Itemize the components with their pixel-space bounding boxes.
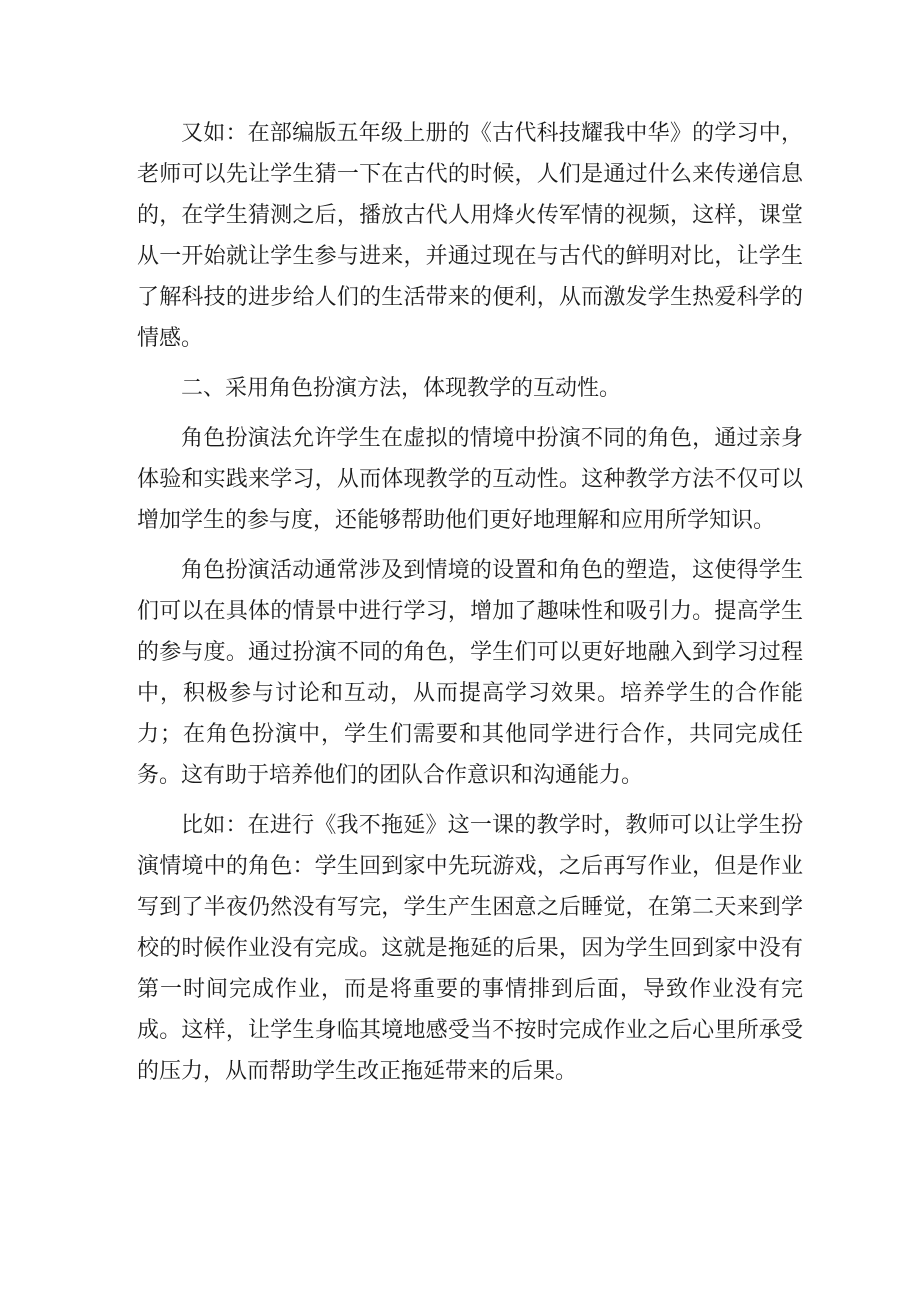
paragraph-role-play-definition: 角色扮演法允许学生在虚拟的情境中扮演不同的角色，通过亲身体验和实践来学习，从而体现教学的互动性。这种教学方法不仅可以增加学生的参与度，还能够帮助他们更好地理解和应用所学知识。 — [137, 426, 803, 533]
section-heading-role-play: 二、采用角色扮演方法，体现教学的互动性。 — [181, 376, 622, 401]
paragraph-example-no-procrastination: 比如：在进行《我不拖延》这一课的教学时，教师可以让学生扮演情境中的角色：学生回到家中先玩游戏，之后再写作业，但是作业写到了半夜仍然没有写完，学生产生困意之后睡觉，在第二天来到学校的时候作业没有完成。这就是拖延的后果，因为学生回到家中没有第一时间完成作业，而是将重要的事情排到后面，导致作业没有完成。这样，让学生身临其境地感受当不按时完成作业之后心里所承受的压力，从而帮助学生改正拖延带来的后果。 — [137, 813, 803, 1084]
paragraph-example-ancient-technology: 又如：在部编版五年级上册的《古代科技耀我中华》的学习中，老师可以先让学生猜一下在古代的时候，人们是通过什么来传递信息的，在学生猜测之后，播放古代人用烽火传军情的视频，这样，课堂从一开始就让学生参与进来，并通过现在与古代的鲜明对比，让学生了解科技的进步给人们的生活带来的便利，从而激发学生热爱科学的情感。 — [137, 121, 803, 351]
document-body — [137, 113, 803, 1092]
paragraph-role-play-activities: 角色扮演活动通常涉及到情境的设置和角色的塑造，这使得学生们可以在具体的情景中进行学习，增加了趣味性和吸引力。提高学生的参与度。通过扮演不同的角色，学生们可以更好地融入到学习过程中，积极参与讨论和互动，从而提高学习效果。培养学生的合作能力；在角色扮演中，学生们需要和其他同学进行合作，共同完成任务。这有助于培养他们的团队合作意识和沟通能力。 — [137, 558, 803, 788]
